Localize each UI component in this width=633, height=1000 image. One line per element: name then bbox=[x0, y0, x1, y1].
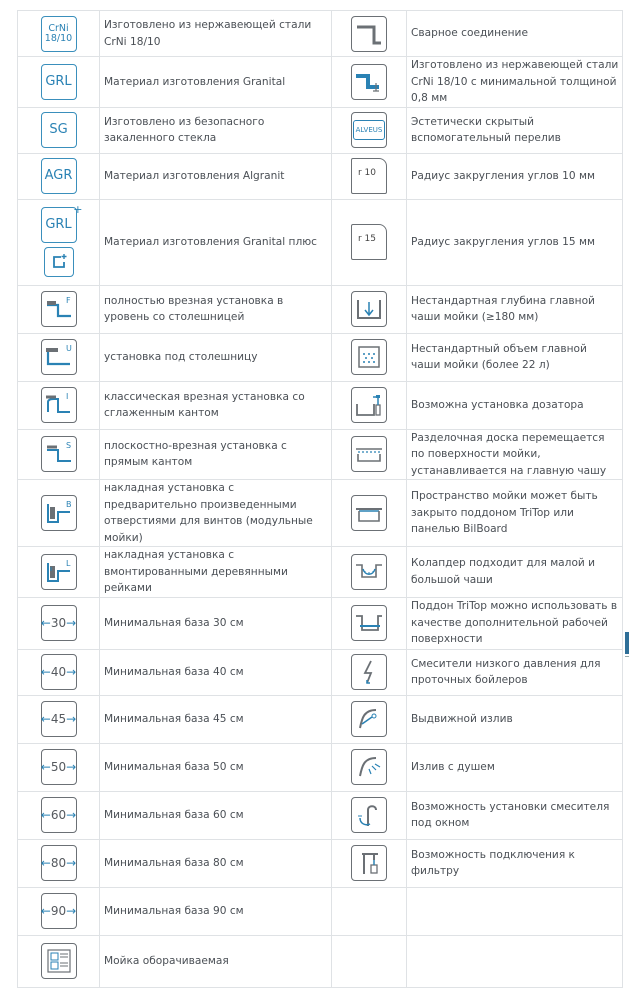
left-description-text: Материал изготовления Granital плюс bbox=[104, 235, 317, 248]
right-description-text: Разделочная доска перемещается по поверхности мойки, устанавливается на главную чашу bbox=[411, 431, 607, 477]
base-50-icon: ← 50 → bbox=[41, 749, 77, 785]
legend-row bbox=[18, 839, 623, 887]
left-icon-cell bbox=[18, 597, 100, 649]
right-icon-cell bbox=[332, 597, 407, 649]
lay-on-rails-icon bbox=[41, 554, 77, 590]
left-description bbox=[100, 597, 332, 649]
left-description bbox=[100, 480, 332, 547]
right-icon-cell bbox=[332, 743, 407, 791]
legend-row bbox=[18, 285, 623, 333]
right-icon-cell bbox=[332, 480, 407, 547]
right-description-text: Возможность подключения к фильтру bbox=[411, 848, 575, 877]
left-description-text: накладная установка с вмонтированными деревянными рейками bbox=[104, 549, 288, 594]
legend-row bbox=[18, 887, 623, 935]
left-icon-cell bbox=[18, 381, 100, 429]
left-description bbox=[100, 649, 332, 695]
left-description-text: Изготовлено из нержавеющей стали CrNi 18/10 bbox=[104, 19, 312, 48]
left-description bbox=[100, 381, 332, 429]
right-description bbox=[407, 333, 623, 381]
right-description-text: Радиус закругления углов 15 мм bbox=[411, 235, 596, 248]
right-description bbox=[407, 597, 623, 649]
left-description-text: Изготовлено из безопасного закаленного стекла bbox=[104, 115, 265, 144]
filter-connection-icon bbox=[351, 845, 387, 881]
badge-text: SG bbox=[49, 121, 68, 137]
left-icon-cell bbox=[18, 107, 100, 153]
right-icon-cell bbox=[332, 381, 407, 429]
symbol-legend-table bbox=[17, 10, 623, 988]
left-description-text: Минимальная база 50 см bbox=[104, 760, 244, 773]
right-description bbox=[407, 381, 623, 429]
undermount-icon bbox=[41, 339, 77, 375]
left-icon-cell bbox=[18, 887, 100, 935]
right-description-text: Нестандартный объем главной чаши мойки (более 22 л) bbox=[411, 342, 587, 371]
base-size-text: 45 bbox=[50, 711, 67, 726]
radius-text: r 15 bbox=[358, 234, 377, 244]
left-icon-cell bbox=[18, 695, 100, 743]
svg-text:B: B bbox=[65, 500, 71, 509]
right-icon-cell bbox=[332, 199, 407, 285]
left-icon-cell bbox=[18, 649, 100, 695]
lay-on-screws-icon bbox=[41, 495, 77, 531]
right-description bbox=[407, 695, 623, 743]
left-description-text: Минимальная база 60 см bbox=[104, 808, 244, 821]
left-description bbox=[100, 153, 332, 199]
left-description bbox=[100, 935, 332, 987]
left-description bbox=[100, 791, 332, 839]
svg-text:F: F bbox=[65, 296, 71, 305]
left-icon-cell bbox=[18, 285, 100, 333]
right-description bbox=[407, 547, 623, 598]
left-description-text: Материал изготовления Algranit bbox=[104, 169, 285, 182]
tray-cover-icon bbox=[351, 495, 387, 531]
left-description-text: плоскостно-врезная установка с прямым кантом bbox=[104, 439, 287, 469]
right-icon-cell bbox=[332, 285, 407, 333]
right-description-text: Колапдер подходит для малой и большой чаши bbox=[411, 557, 596, 586]
right-description bbox=[407, 839, 623, 887]
crni-icon bbox=[41, 16, 77, 52]
base-90-icon: ← 90 → bbox=[41, 893, 77, 929]
grl-icon bbox=[41, 64, 77, 100]
left-description-text: установка под столешницу bbox=[104, 350, 258, 363]
right-icon-cell bbox=[332, 107, 407, 153]
crni-icon-text: CrNi 18/10 bbox=[44, 22, 73, 44]
left-description-text: Мойка оборачиваемая bbox=[104, 954, 229, 967]
left-icon-cell bbox=[18, 480, 100, 547]
left-description bbox=[100, 199, 332, 285]
legend-row bbox=[18, 547, 623, 598]
bowl-depth-icon bbox=[351, 291, 387, 327]
right-icon-cell bbox=[332, 11, 407, 57]
legend-row bbox=[18, 695, 623, 743]
left-description bbox=[100, 887, 332, 935]
right-description bbox=[407, 429, 623, 480]
right-icon-cell bbox=[332, 935, 407, 987]
right-description bbox=[407, 153, 623, 199]
base-size-text: 80 bbox=[50, 855, 67, 870]
left-description bbox=[100, 743, 332, 791]
left-description-text: Минимальная база 90 см bbox=[104, 904, 244, 917]
left-description-text: накладная установка с предварительно произведенными отверстиями для винтов (модульные мойки) bbox=[104, 482, 313, 544]
right-description bbox=[407, 743, 623, 791]
badge-text: GRL bbox=[45, 216, 72, 232]
legend-row bbox=[18, 791, 623, 839]
base-40-icon: ← 40 → bbox=[41, 654, 77, 690]
left-icon-cell bbox=[18, 429, 100, 480]
care-plus-icon bbox=[44, 247, 74, 277]
legend-row bbox=[18, 333, 623, 381]
tritop-tray-icon bbox=[351, 605, 387, 641]
hidden-overflow-icon bbox=[351, 112, 387, 148]
left-description bbox=[100, 429, 332, 480]
right-description-text: Излив с душем bbox=[411, 760, 495, 773]
right-description bbox=[407, 935, 623, 987]
left-icon-cell bbox=[18, 333, 100, 381]
shower-spout-icon bbox=[351, 749, 387, 785]
left-description-text: Минимальная база 80 см bbox=[104, 856, 244, 869]
base-size-text: 60 bbox=[50, 807, 67, 822]
right-description-text: Возможна установка дозатора bbox=[411, 398, 584, 411]
left-description-text: Минимальная база 30 см bbox=[104, 616, 244, 629]
badge-text: AGR bbox=[44, 167, 73, 183]
svg-text:L: L bbox=[65, 558, 70, 568]
left-icon-cell bbox=[18, 839, 100, 887]
left-description-text: Материал изготовления Granital bbox=[104, 75, 286, 88]
legend-row bbox=[18, 107, 623, 153]
scroll-marker-dots bbox=[625, 656, 629, 663]
right-icon-cell bbox=[332, 887, 407, 935]
base-size-text: 90 bbox=[50, 903, 67, 918]
corner-radius-10-icon bbox=[351, 158, 387, 194]
left-icon-cell bbox=[18, 791, 100, 839]
agr-icon bbox=[41, 158, 77, 194]
svg-text:I: I bbox=[65, 392, 68, 401]
left-description bbox=[100, 839, 332, 887]
sliding-board-icon bbox=[351, 436, 387, 472]
right-description bbox=[407, 887, 623, 935]
steel-thickness-icon bbox=[351, 64, 387, 100]
right-description bbox=[407, 791, 623, 839]
right-description bbox=[407, 11, 623, 57]
badge-text: GRL bbox=[45, 73, 72, 89]
pull-out-spout-icon bbox=[351, 701, 387, 737]
legend-row bbox=[18, 429, 623, 480]
svg-text:U: U bbox=[65, 344, 72, 353]
legend-row bbox=[18, 199, 623, 285]
right-description bbox=[407, 57, 623, 108]
dispenser-icon bbox=[351, 387, 387, 423]
right-description bbox=[407, 199, 623, 285]
right-description-text: Радиус закругления углов 10 мм bbox=[411, 169, 596, 182]
left-description bbox=[100, 57, 332, 108]
right-description-text: Эстетически скрытый вспомогательный перелив bbox=[411, 115, 561, 144]
low-pressure-mixer-icon bbox=[351, 654, 387, 690]
right-icon-cell bbox=[332, 547, 407, 598]
right-description-text: Поддон TriTop можно использовать в качестве дополнительной рабочей поверхности bbox=[411, 600, 618, 646]
right-description bbox=[407, 480, 623, 547]
scroll-marker bbox=[625, 632, 629, 654]
corner-radius-15-icon bbox=[351, 224, 387, 260]
left-description bbox=[100, 333, 332, 381]
right-description-text: Смесители низкого давления для проточных бойлеров bbox=[411, 657, 601, 686]
legend-row bbox=[18, 381, 623, 429]
left-description bbox=[100, 285, 332, 333]
right-description-text: Изготовлено из нержавеющей стали CrNi 18/10 с минимальной толщиной 0,8 мм bbox=[411, 59, 619, 104]
left-description bbox=[100, 107, 332, 153]
left-description-text: Минимальная база 40 см bbox=[104, 665, 244, 678]
right-icon-cell bbox=[332, 429, 407, 480]
legend-row bbox=[18, 935, 623, 987]
legend-row bbox=[18, 480, 623, 547]
base-45-icon: ← 45 → bbox=[41, 701, 77, 737]
base-60-icon: ← 60 → bbox=[41, 797, 77, 833]
left-description bbox=[100, 547, 332, 598]
right-description-text: Пространство мойки может быть закрыто поддоном TriTop или панелью BilBoard bbox=[411, 490, 598, 536]
base-80-icon: ← 80 → bbox=[41, 845, 77, 881]
right-icon-cell bbox=[332, 333, 407, 381]
right-description-text: Сварное соединение bbox=[411, 27, 528, 40]
flush-mount-icon bbox=[41, 291, 77, 327]
left-icon-cell bbox=[18, 743, 100, 791]
base-30-icon: ← 30 → bbox=[41, 605, 77, 641]
legend-row bbox=[18, 597, 623, 649]
inset-mount-icon bbox=[41, 387, 77, 423]
base-size-text: 50 bbox=[50, 759, 67, 774]
right-icon-cell bbox=[332, 57, 407, 108]
left-description-text: классическая врезная установка со сглаженным кантом bbox=[104, 390, 305, 419]
semi-flush-mount-icon bbox=[41, 436, 77, 472]
legend-row bbox=[18, 649, 623, 695]
left-icon-cell bbox=[18, 547, 100, 598]
alveus-logo-text: ALVEUS bbox=[353, 120, 386, 141]
right-icon-cell bbox=[332, 153, 407, 199]
legend-row bbox=[18, 11, 623, 57]
badge-plus-sign: + bbox=[73, 203, 83, 216]
legend-row bbox=[18, 743, 623, 791]
left-description-text: полностью врезная установка в уровень со столешницей bbox=[104, 294, 284, 323]
left-description bbox=[100, 11, 332, 57]
left-icon-cell bbox=[18, 11, 100, 57]
granital-plus-icon bbox=[41, 203, 83, 243]
sg-icon bbox=[41, 112, 77, 148]
left-icon-cell bbox=[18, 935, 100, 987]
right-icon-cell bbox=[332, 791, 407, 839]
right-description bbox=[407, 285, 623, 333]
left-icon-cell bbox=[18, 199, 100, 285]
colander-icon bbox=[351, 554, 387, 590]
bowl-volume-icon bbox=[351, 339, 387, 375]
base-size-text: 40 bbox=[50, 664, 67, 679]
legend-row bbox=[18, 153, 623, 199]
left-description bbox=[100, 695, 332, 743]
left-description-text: Минимальная база 45 см bbox=[104, 712, 244, 725]
under-window-mixer-icon bbox=[351, 797, 387, 833]
right-description bbox=[407, 649, 623, 695]
base-size-text: 30 bbox=[50, 615, 67, 630]
svg-text:S: S bbox=[65, 441, 71, 451]
legend-row bbox=[18, 57, 623, 108]
right-icon-cell bbox=[332, 839, 407, 887]
right-icon-cell bbox=[332, 695, 407, 743]
right-icon-cell bbox=[332, 649, 407, 695]
radius-text: r 10 bbox=[358, 168, 377, 178]
left-icon-cell bbox=[18, 57, 100, 108]
left-icon-cell bbox=[18, 153, 100, 199]
weld-joint-icon bbox=[351, 16, 387, 52]
right-description-text: Нестандартная глубина главной чаши мойки (≥180 мм) bbox=[411, 294, 595, 323]
right-description bbox=[407, 107, 623, 153]
right-description-text: Выдвижной излив bbox=[411, 712, 513, 725]
right-description-text: Возможность установки смесителя под окном bbox=[411, 800, 610, 829]
reversible-sink-icon bbox=[41, 943, 77, 979]
